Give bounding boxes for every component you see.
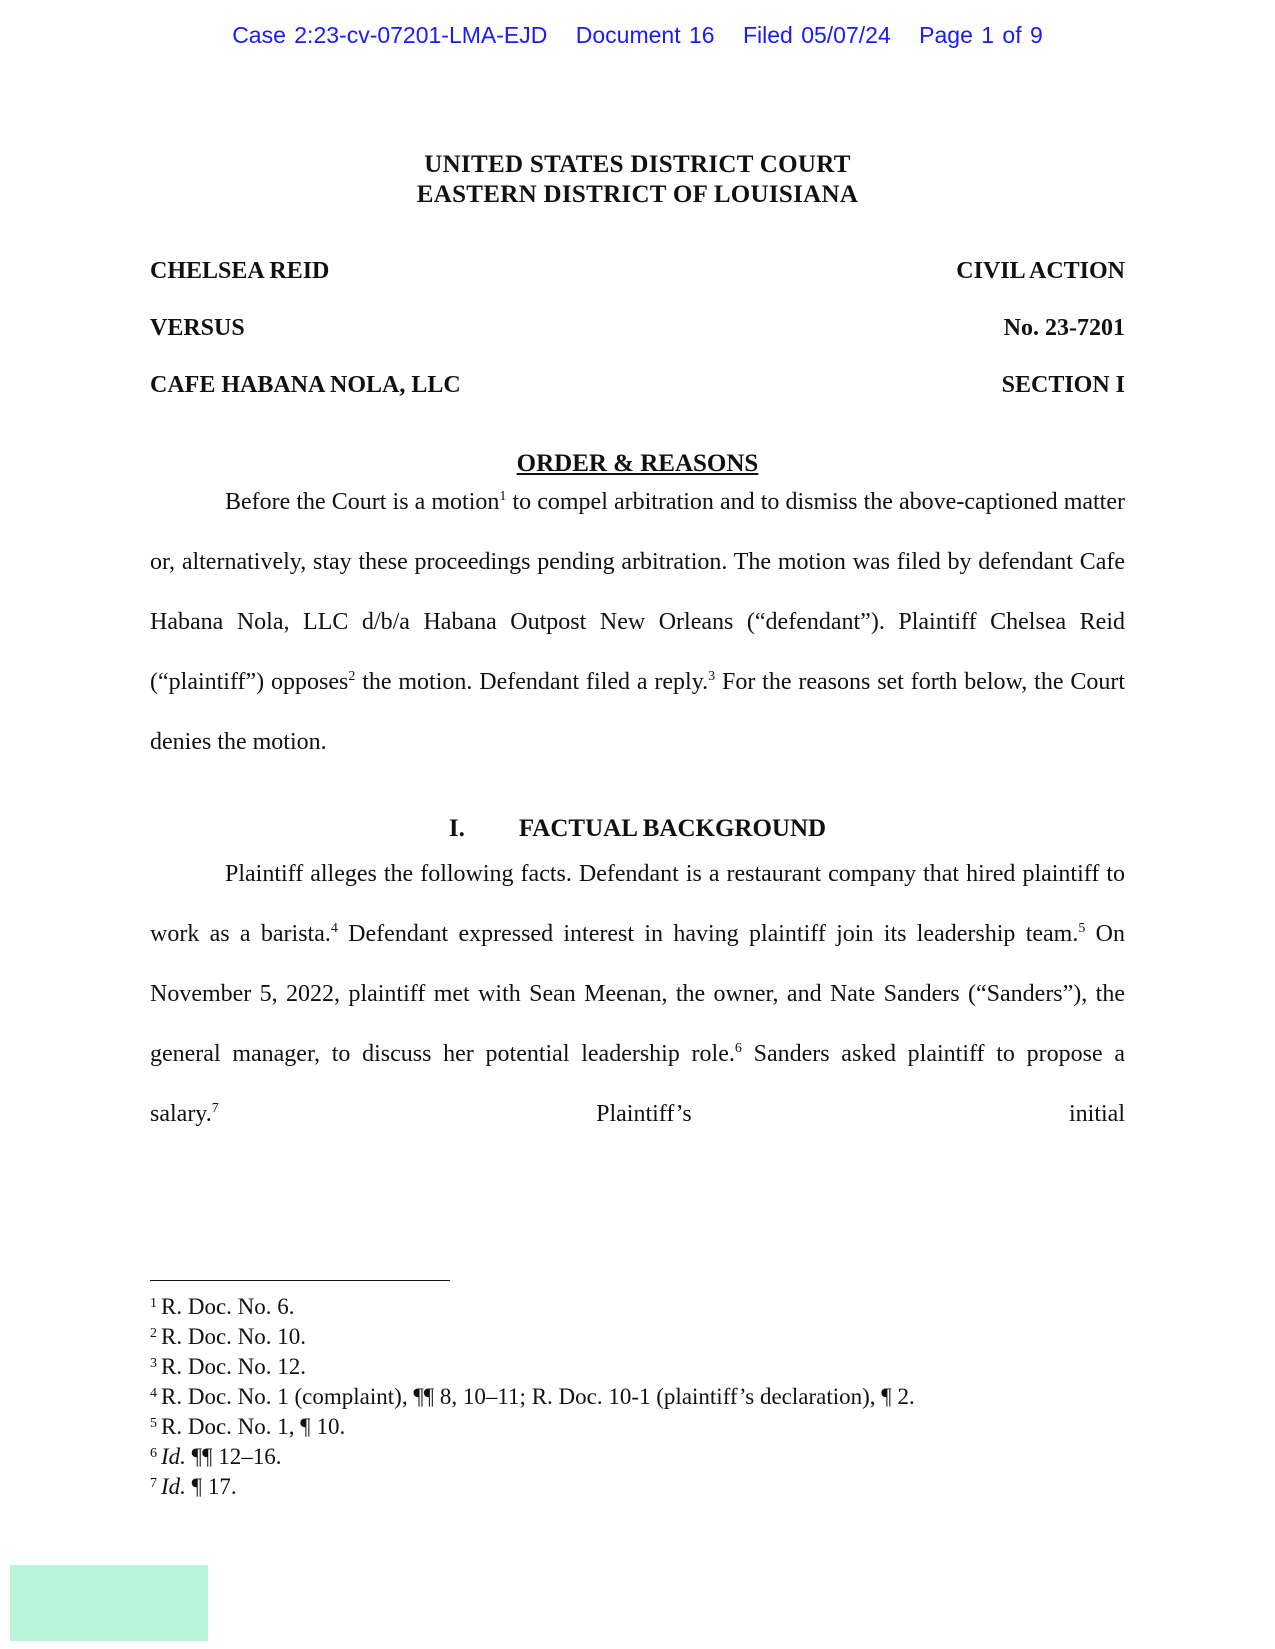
intro-text-4: For the reasons set forth below, the Court denies the motion. bbox=[150, 669, 1125, 755]
footnote-number: 7 bbox=[150, 1476, 157, 1491]
page-count: Page 1 of 9 bbox=[919, 22, 1043, 48]
court-name bbox=[0, 150, 1275, 210]
footnote-number: 4 bbox=[150, 1386, 157, 1401]
ecf-header bbox=[0, 22, 1275, 49]
background-text-2: Defendant expressed interest in having plaintiff join its leadership team. bbox=[337, 921, 1079, 947]
footnote bbox=[150, 1472, 1125, 1502]
intro-text-3: the motion. Defendant filed a reply. bbox=[355, 669, 709, 695]
footnote bbox=[150, 1322, 1125, 1352]
footnote bbox=[150, 1352, 1125, 1382]
footnotes bbox=[150, 1292, 1125, 1502]
footnote-text: R. Doc. No. 1 (complaint), ¶¶ 8, 10–11; R. Doc. 10-1 (plaintiff’s declaration), ¶ 2. bbox=[161, 1384, 915, 1409]
intro-text-1: Before the Court is a motion bbox=[225, 489, 500, 515]
case-number: Case 2:23-cv-07201-LMA-EJD bbox=[232, 22, 548, 48]
footnote-number: 1 bbox=[150, 1296, 157, 1311]
document-number: Document 16 bbox=[575, 22, 715, 48]
footnote-ref-3: 3 bbox=[708, 669, 716, 684]
footnote-number: 5 bbox=[150, 1416, 157, 1431]
background-text-3: On November 5, 2022, plaintiff met with Sean Meenan, the owner, and Nate Sanders (“Sanders”), the general manager, to discuss her potential leadership role. bbox=[150, 921, 1125, 1067]
section-number: I. bbox=[448, 815, 465, 842]
section-title: FACTUAL BACKGROUND bbox=[518, 815, 827, 842]
footnote-id-citation: Id. bbox=[161, 1474, 186, 1499]
defendant-name: CAFE HABANA NOLA, LLC bbox=[150, 372, 461, 398]
order-title: ORDER & REASONS bbox=[516, 450, 759, 477]
section-label: SECTION I bbox=[1001, 372, 1125, 398]
case-docket-number: No. 23-7201 bbox=[1003, 315, 1125, 341]
footnote-ref-5: 5 bbox=[1078, 921, 1086, 936]
intro-paragraph bbox=[150, 472, 1125, 772]
footnote-number: 2 bbox=[150, 1326, 157, 1341]
footnote bbox=[150, 1382, 1125, 1412]
footnote-text: R. Doc. No. 1, ¶ 10. bbox=[161, 1414, 346, 1439]
highlight-box bbox=[10, 1565, 208, 1641]
section-heading bbox=[0, 815, 1275, 843]
footnote-id-citation: Id. bbox=[161, 1444, 186, 1469]
plaintiff-name: CHELSEA REID bbox=[150, 258, 330, 284]
court-line-2: EASTERN DISTRICT OF LOUISIANA bbox=[416, 181, 859, 208]
background-text-5: Plaintiff’s initial bbox=[218, 1101, 1125, 1127]
footnote bbox=[150, 1442, 1125, 1472]
court-line-1: UNITED STATES DISTRICT COURT bbox=[424, 151, 851, 178]
filed-date: Filed 05/07/24 bbox=[742, 22, 891, 48]
footnote-separator bbox=[150, 1280, 450, 1281]
footnote-text: R. Doc. No. 10. bbox=[161, 1324, 307, 1349]
footnote-text: ¶ 17. bbox=[185, 1474, 237, 1499]
footnote-ref-1: 1 bbox=[499, 489, 507, 504]
footnote-text: R. Doc. No. 12. bbox=[161, 1354, 307, 1379]
footnote bbox=[150, 1292, 1125, 1322]
footnote-number: 6 bbox=[150, 1446, 157, 1461]
background-text-4: Sanders asked plaintiff to propose a salary. bbox=[150, 1041, 1125, 1127]
footnote-ref-6: 6 bbox=[734, 1041, 742, 1056]
intro-text-2: to compel arbitration and to dismiss the above-captioned matter or, alternatively, stay these proceedings pending arbitration. The motion was filed by defendant Cafe Habana Nola, LLC d/b/a Habana Outpost New Orleans (“defendant”). Plaintiff Chelsea Reid (“plaintiff”) opposes bbox=[150, 489, 1125, 695]
background-text-1: Plaintiff alleges the following facts. Defendant is a restaurant company that hired plaintiff to work as a barista. bbox=[150, 861, 1125, 947]
footnote-ref-7: 7 bbox=[211, 1101, 219, 1116]
civil-action-label: CIVIL ACTION bbox=[956, 258, 1125, 284]
footnote bbox=[150, 1412, 1125, 1442]
versus-label: VERSUS bbox=[150, 315, 245, 341]
footnote-number: 3 bbox=[150, 1356, 157, 1371]
footnote-text: ¶¶ 12–16. bbox=[185, 1444, 282, 1469]
footnote-ref-2: 2 bbox=[348, 669, 356, 684]
footnote-text: R. Doc. No. 6. bbox=[161, 1294, 295, 1319]
background-paragraph-body bbox=[150, 844, 1125, 1144]
footnote-ref-4: 4 bbox=[330, 921, 338, 936]
